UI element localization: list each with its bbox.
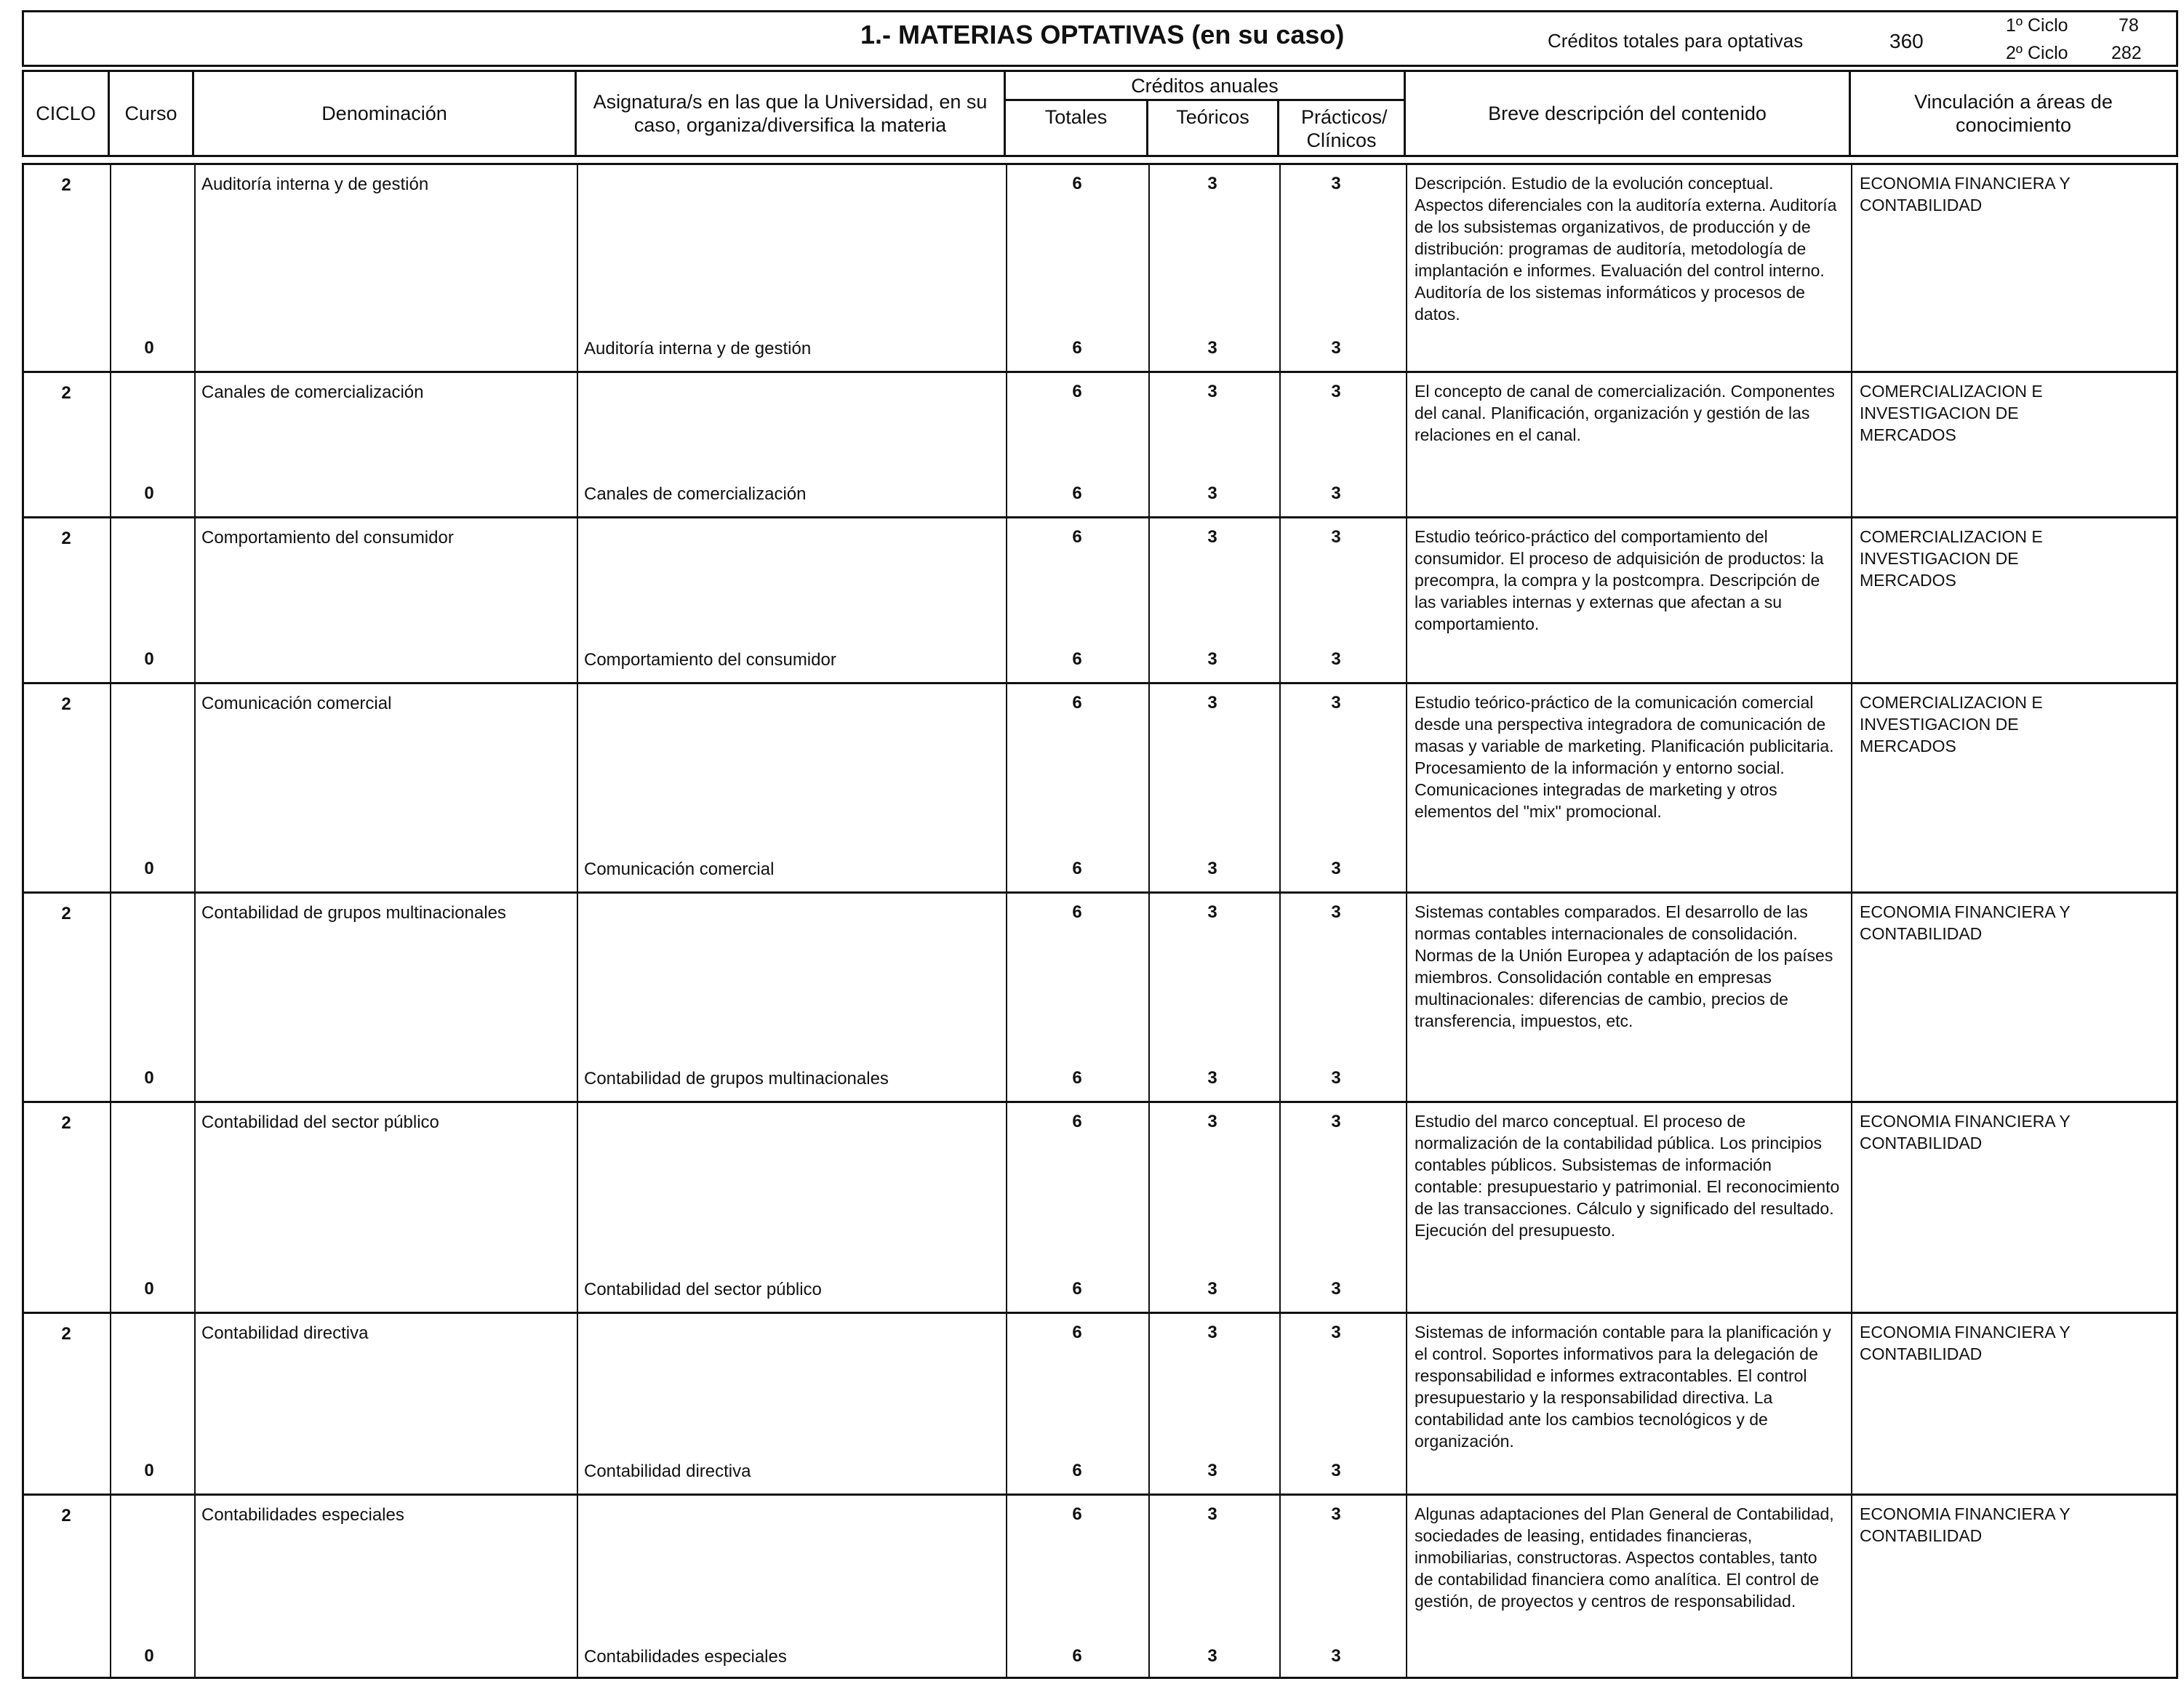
col-header-practicos: Prácticos/ Clínicos <box>1301 106 1388 151</box>
creditos-totales-label: Créditos totales para optativas <box>1548 30 1804 52</box>
descripcion-text: Estudio teórico-práctico del comportamiento del consumidor. El proceso de adquisición de productos: la precompra, la compra y la postcompra. Descripción de las variables internas y externas que afectan a su comportamiento. <box>1415 527 1824 633</box>
descripcion-text: Estudio teórico-práctico de la comunicación comercial desde una perspectiva integradora de comunicación de masas y variable de marketing. Planificación publicitaria. Procesamiento de la información y entorno social. Comunicaciones integradas de marketing y otros elementos del "mix" promocional. <box>1415 693 1834 821</box>
column-divider <box>194 1496 196 1677</box>
col-header-creditos-group <box>1006 72 1406 155</box>
asignatura-text: Contabilidad de grupos multinacionales <box>584 1069 889 1088</box>
descripcion-text: Algunas adaptaciones del Plan General de Contabilidad, sociedades de leasing, entidades financieras, inmobiliarias, constructoras. Aspectos contables, tanto de contabilidad financiera como analítica. El control de gestión, de proyectos y centros de responsabilidad. <box>1415 1504 1834 1611</box>
column-divider <box>1851 894 1852 1101</box>
creditos-totales-value: 6 <box>1072 902 1082 922</box>
col-header-asignatura: Asignatura/s en las que la Universidad, en su caso, organiza/diversifica la materia <box>577 72 1006 155</box>
creditos-teoricos-value: 3 <box>1207 1646 1217 1666</box>
creditos-totales-value: 6 <box>1072 1112 1082 1131</box>
creditos-totales-value: 360 <box>1889 30 1924 52</box>
asignatura-text: Comportamiento del consumidor <box>584 650 836 670</box>
column-divider <box>577 165 578 371</box>
column-divider <box>1406 894 1407 1101</box>
col-header-creditos-anuales: Créditos anuales <box>1006 72 1404 101</box>
ciclo2-value: 282 <box>2111 43 2142 63</box>
column-divider <box>1279 1496 1281 1677</box>
creditos-teoricos-value: 3 <box>1207 484 1217 503</box>
col-header-teoricos: Teóricos <box>1148 101 1279 155</box>
column-divider <box>1406 165 1407 371</box>
creditos-practicos-value: 3 <box>1331 174 1341 193</box>
creditos-totales-value: 6 <box>1072 1461 1082 1480</box>
column-divider <box>110 1314 111 1493</box>
denominacion-text: Comportamiento del consumidor <box>201 528 454 548</box>
creditos-practicos-value: 3 <box>1331 693 1341 713</box>
column-divider <box>1279 894 1281 1101</box>
creditos-teoricos-value: 3 <box>1207 1112 1217 1131</box>
col-header-vinculacion: Vinculación a áreas de conocimiento <box>1914 91 2113 136</box>
ciclo-value: 2 <box>61 1113 71 1133</box>
creditos-totales-value: 6 <box>1072 484 1082 503</box>
column-divider <box>1148 165 1150 371</box>
creditos-practicos-value: 3 <box>1331 382 1341 401</box>
column-divider <box>577 894 578 1101</box>
vinculacion-text: COMERCIALIZACION E INVESTIGACION DE MERCADOS <box>1860 382 2043 444</box>
creditos-teoricos-value: 3 <box>1207 859 1217 878</box>
vinculacion-text: ECONOMIA FINANCIERA Y CONTABILIDAD <box>1860 1504 2071 1545</box>
column-divider <box>1279 518 1281 682</box>
column-divider <box>1006 1103 1007 1312</box>
column-divider <box>1851 1103 1852 1312</box>
column-divider <box>1006 894 1007 1101</box>
creditos-practicos-value: 3 <box>1331 1112 1341 1131</box>
curso-value: 0 <box>144 1646 154 1666</box>
creditos-teoricos-value: 3 <box>1207 1068 1217 1088</box>
column-divider <box>577 1496 578 1677</box>
asignatura-text: Auditoría interna y de gestión <box>584 339 812 358</box>
table-row <box>22 1101 2178 1312</box>
descripcion-text: Descripción. Estudio de la evolución conceptual. Aspectos diferenciales con la auditoría externa. Auditoría de los subsistemas organizativos, de producción y de distribución: programas de auditoría, metodología de implantación e informes. Evaluación del control interno. Auditoría de los sistemas informáticos y procesos de datos. <box>1415 174 1837 324</box>
column-divider <box>1851 684 1852 891</box>
denominacion-text: Comunicación comercial <box>201 694 392 713</box>
vinculacion-text: ECONOMIA FINANCIERA Y CONTABILIDAD <box>1860 1112 2071 1152</box>
creditos-totales-value: 6 <box>1072 174 1082 193</box>
creditos-practicos-value: 3 <box>1331 1068 1341 1088</box>
column-divider <box>110 684 111 891</box>
denominacion-text: Auditoría interna y de gestión <box>201 175 429 194</box>
descripcion-text: El concepto de canal de comercialización. Componentes del canal. Planificación, organización y gestión de las relaciones en el canal. <box>1415 382 1835 444</box>
creditos-teoricos-value: 3 <box>1207 382 1217 401</box>
asignatura-text: Comunicación comercial <box>584 859 775 879</box>
creditos-teoricos-value: 3 <box>1207 527 1217 547</box>
curso-value: 0 <box>144 338 154 358</box>
col-header-descripcion: Breve descripción del contenido <box>1406 72 1851 155</box>
creditos-totales-value: 6 <box>1072 1504 1082 1524</box>
column-divider <box>110 894 111 1101</box>
descripcion-text: Sistemas de información contable para la planificación y el control. Soportes informativos para la delegación de responsabilidad e informes extracontables. El control presupuestario y la responsabilidad directiva. La contabilidad ante los cambios tecnológicos y de organización. <box>1415 1323 1831 1451</box>
column-divider <box>110 1103 111 1312</box>
column-divider <box>1006 1496 1007 1677</box>
column-divider <box>1851 1496 1852 1677</box>
creditos-totales-value: 6 <box>1072 527 1082 547</box>
asignatura-text: Canales de comercialización <box>584 484 807 504</box>
table-row <box>22 163 2178 371</box>
col-header-ciclo: CICLO <box>24 72 110 155</box>
creditos-totales-value: 6 <box>1072 649 1082 669</box>
column-divider <box>1406 518 1407 682</box>
ciclo1-value: 78 <box>2119 15 2139 36</box>
creditos-practicos-value: 3 <box>1331 527 1341 547</box>
col-header-totales: Totales <box>1006 101 1148 155</box>
denominacion-text: Contabilidades especiales <box>201 1505 404 1525</box>
col-header-curso: Curso <box>110 72 194 155</box>
table-row <box>22 516 2178 682</box>
column-divider <box>1148 1496 1150 1677</box>
column-divider <box>1851 165 1852 371</box>
descripcion-text: Sistemas contables comparados. El desarrollo de las normas contables internacionales de consolidación. Normas de la Unión Europea y adaptación de los países miembros. Consolidación contable en empresas multinacionales: diferencias de cambio, precios de transferencia, impuestos, etc. <box>1415 902 1833 1030</box>
column-divider <box>1148 518 1150 682</box>
column-divider <box>1279 684 1281 891</box>
table-header <box>22 70 2178 157</box>
column-divider <box>110 165 111 371</box>
creditos-totales-value: 6 <box>1072 1323 1082 1342</box>
table-row <box>22 891 2178 1101</box>
column-divider <box>194 518 196 682</box>
column-divider <box>577 373 578 516</box>
creditos-totales-value: 6 <box>1072 1068 1082 1088</box>
col-header-denominacion: Denominación <box>194 72 577 155</box>
document-page <box>4 10 2180 1683</box>
denominacion-text: Contabilidad directiva <box>201 1323 369 1343</box>
creditos-practicos-value: 3 <box>1331 1279 1341 1299</box>
title-bar <box>22 10 2178 67</box>
column-divider <box>194 373 196 516</box>
column-divider <box>1406 1103 1407 1312</box>
column-divider <box>577 1314 578 1493</box>
column-divider <box>1006 684 1007 891</box>
ciclo2-label: 2º Ciclo <box>2006 43 2068 63</box>
creditos-practicos-value: 3 <box>1331 649 1341 669</box>
creditos-teoricos-value: 3 <box>1207 338 1217 358</box>
ciclo-value: 2 <box>61 383 71 403</box>
column-divider <box>1406 373 1407 516</box>
column-divider <box>1279 165 1281 371</box>
creditos-practicos-value: 3 <box>1331 338 1341 358</box>
creditos-teoricos-value: 3 <box>1207 1323 1217 1342</box>
table-row <box>22 1312 2178 1493</box>
creditos-practicos-value: 3 <box>1331 902 1341 922</box>
column-divider <box>1406 1496 1407 1677</box>
asignatura-text: Contabilidad directiva <box>584 1462 751 1481</box>
denominacion-text: Contabilidad del sector público <box>201 1112 439 1132</box>
column-divider <box>1851 373 1852 516</box>
creditos-practicos-value: 3 <box>1331 1504 1341 1524</box>
column-divider <box>577 684 578 891</box>
curso-value: 0 <box>144 1461 154 1480</box>
creditos-teoricos-value: 3 <box>1207 174 1217 193</box>
column-divider <box>110 1496 111 1677</box>
curso-value: 0 <box>144 649 154 669</box>
column-divider <box>110 518 111 682</box>
descripcion-text: Estudio del marco conceptual. El proceso de normalización de la contabilidad pública. Los principios contables públicos. Subsistemas de información contable: presupuestario y patrimonial. El reconocimiento de las transacciones. Cálculo y significado del resultado. Ejecución del presupuesto. <box>1415 1112 1840 1240</box>
column-divider <box>577 1103 578 1312</box>
asignatura-text: Contabilidades especiales <box>584 1647 787 1667</box>
column-divider <box>1148 373 1150 516</box>
column-divider <box>1851 1314 1852 1493</box>
vinculacion-text: ECONOMIA FINANCIERA Y CONTABILIDAD <box>1860 902 2071 943</box>
column-divider <box>1279 373 1281 516</box>
creditos-practicos-value: 3 <box>1331 1323 1341 1342</box>
page-title: 1.- MATERIAS OPTATIVAS (en su caso) <box>860 20 1345 49</box>
curso-value: 0 <box>144 484 154 503</box>
column-divider <box>110 373 111 516</box>
column-divider <box>577 518 578 682</box>
creditos-totales-value: 6 <box>1072 859 1082 878</box>
creditos-teoricos-value: 3 <box>1207 1461 1217 1480</box>
vinculacion-text: COMERCIALIZACION E INVESTIGACION DE MERCADOS <box>1860 527 2043 590</box>
column-divider <box>194 165 196 371</box>
creditos-totales-value: 6 <box>1072 1646 1082 1666</box>
ciclo-value: 2 <box>61 175 71 195</box>
vinculacion-text: COMERCIALIZACION E INVESTIGACION DE MERCADOS <box>1860 693 2043 755</box>
creditos-teoricos-value: 3 <box>1207 902 1217 922</box>
vinculacion-text: ECONOMIA FINANCIERA Y CONTABILIDAD <box>1860 1323 2071 1363</box>
curso-value: 0 <box>144 1068 154 1088</box>
column-divider <box>1006 165 1007 371</box>
table-row <box>22 371 2178 516</box>
vinculacion-text: ECONOMIA FINANCIERA Y CONTABILIDAD <box>1860 174 2071 214</box>
column-divider <box>1148 1314 1150 1493</box>
ciclo-value: 2 <box>61 1324 71 1344</box>
column-divider <box>194 684 196 891</box>
creditos-practicos-value: 3 <box>1331 484 1341 503</box>
column-divider <box>194 1314 196 1493</box>
column-divider <box>1279 1103 1281 1312</box>
denominacion-text: Canales de comercialización <box>201 382 424 402</box>
creditos-totales-value: 6 <box>1072 382 1082 401</box>
curso-value: 0 <box>144 1279 154 1299</box>
ciclo-value: 2 <box>61 529 71 548</box>
creditos-practicos-value: 3 <box>1331 1646 1341 1666</box>
denominacion-text: Contabilidad de grupos multinacionales <box>201 903 506 923</box>
column-divider <box>194 1103 196 1312</box>
column-divider <box>1148 684 1150 891</box>
creditos-totales-value: 6 <box>1072 1279 1082 1299</box>
creditos-totales-value: 6 <box>1072 338 1082 358</box>
creditos-practicos-value: 3 <box>1331 1461 1341 1480</box>
creditos-totales-value: 6 <box>1072 693 1082 713</box>
column-divider <box>1851 518 1852 682</box>
column-divider <box>1406 1314 1407 1493</box>
column-divider <box>1006 1314 1007 1493</box>
asignatura-text: Contabilidad del sector público <box>584 1280 822 1299</box>
column-divider <box>1006 518 1007 682</box>
ciclo1-label: 1º Ciclo <box>2006 15 2068 36</box>
creditos-teoricos-value: 3 <box>1207 693 1217 713</box>
column-divider <box>1006 373 1007 516</box>
creditos-teoricos-value: 3 <box>1207 649 1217 669</box>
column-divider <box>194 894 196 1101</box>
creditos-teoricos-value: 3 <box>1207 1504 1217 1524</box>
column-divider <box>1148 1103 1150 1312</box>
creditos-teoricos-value: 3 <box>1207 1279 1217 1299</box>
creditos-practicos-value: 3 <box>1331 859 1341 878</box>
ciclo-value: 2 <box>61 904 71 923</box>
ciclo-value: 2 <box>61 1506 71 1525</box>
column-divider <box>1279 1314 1281 1493</box>
table-row <box>22 682 2178 891</box>
table-row <box>22 1493 2178 1679</box>
curso-value: 0 <box>144 859 154 878</box>
column-divider <box>1406 684 1407 891</box>
column-divider <box>1148 894 1150 1101</box>
ciclo-value: 2 <box>61 694 71 714</box>
